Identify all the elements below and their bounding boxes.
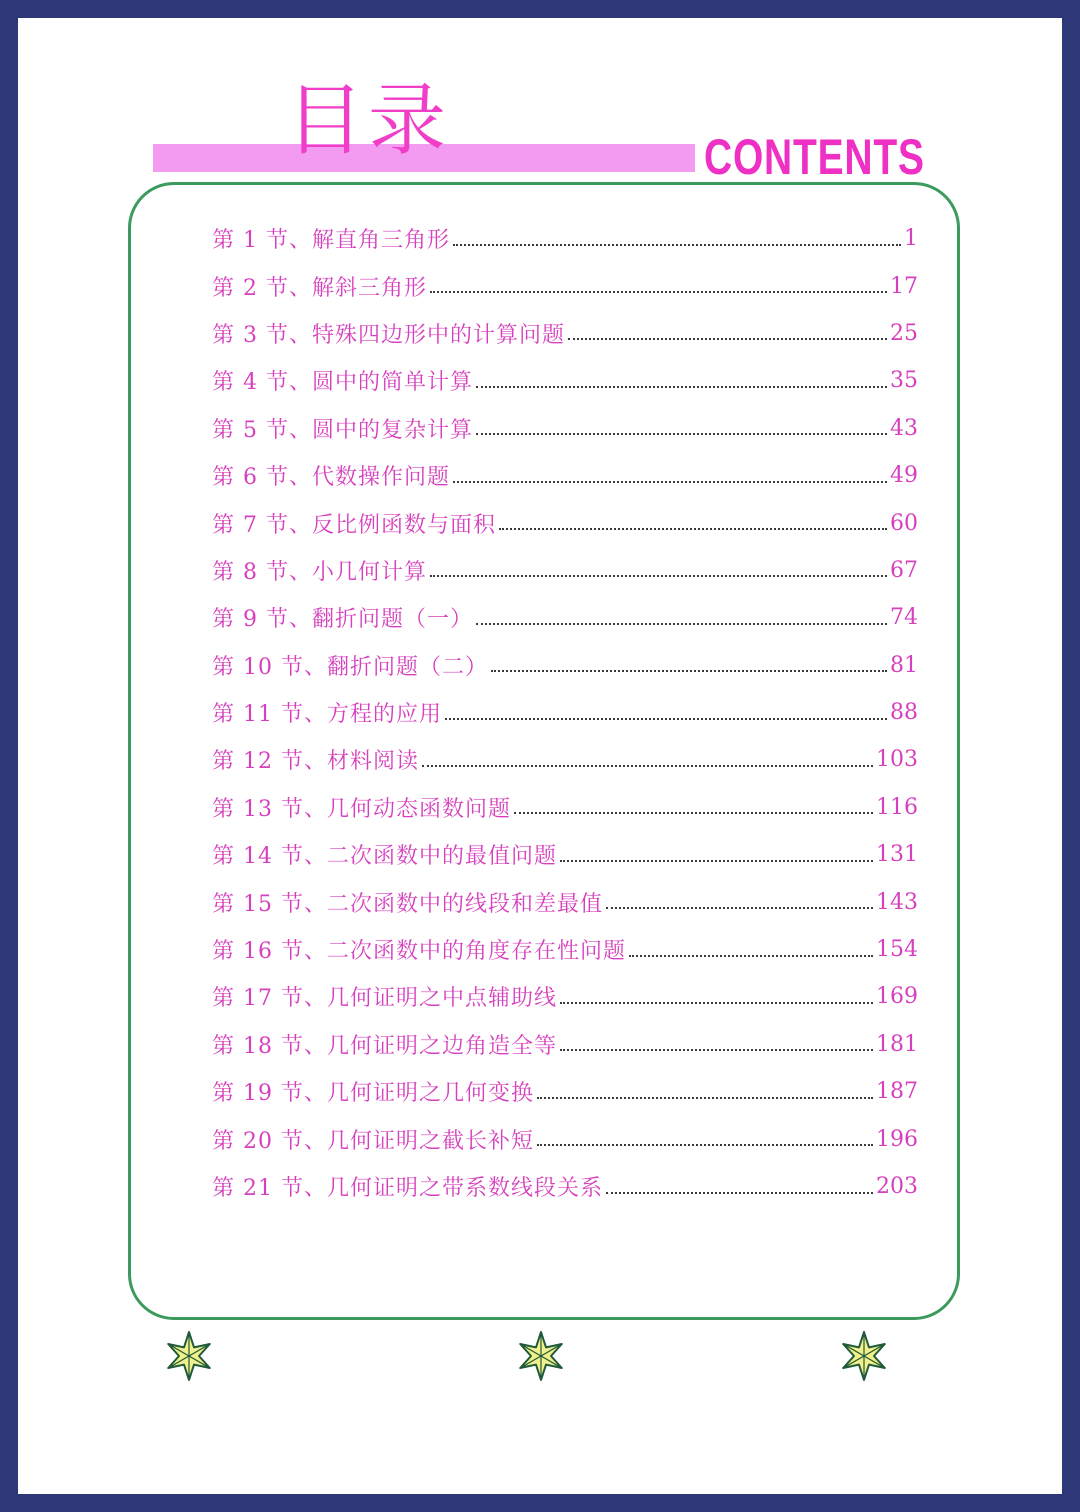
toc-entry-label: 第 8 节、小几何计算	[212, 559, 427, 585]
toc-entry-label: 第 4 节、圆中的简单计算	[212, 370, 473, 396]
toc-entry-page-number: 116	[876, 794, 918, 820]
toc-entry[interactable]	[212, 736, 918, 783]
toc-entry-page-number: 154	[876, 937, 918, 963]
dot-leader	[422, 765, 873, 767]
dot-leader	[453, 481, 887, 483]
dot-leader	[606, 1192, 873, 1194]
toc-entry-page-number: 169	[876, 984, 918, 1010]
toc-entry-page-number: 103	[876, 747, 918, 773]
toc-entry-page-number: 67	[890, 557, 918, 583]
star-icon	[163, 1330, 215, 1382]
toc-entry-page-number: 17	[890, 273, 918, 299]
toc-entry-label: 第 15 节、二次函数中的线段和差最值	[212, 891, 603, 917]
dot-leader	[445, 718, 887, 720]
toc-entry-label: 第 19 节、几何证明之几何变换	[212, 1081, 534, 1107]
toc-entry-page-number: 131	[876, 842, 918, 868]
toc-entry-page-number: 143	[876, 889, 918, 915]
toc-entry-label: 第 16 节、二次函数中的角度存在性问题	[212, 939, 626, 965]
toc-entry[interactable]	[212, 1163, 918, 1210]
toc-entry-page-number: 81	[890, 652, 918, 678]
dot-leader	[430, 291, 887, 293]
toc-entry[interactable]	[212, 310, 918, 357]
toc-entry-label: 第 13 节、几何动态函数问题	[212, 796, 511, 822]
dot-leader	[606, 907, 873, 909]
dot-leader	[514, 812, 873, 814]
toc-entry-label: 第 2 节、解斜三角形	[212, 275, 427, 301]
dot-leader	[476, 386, 887, 388]
toc-entry[interactable]	[212, 594, 918, 641]
toc-entry-page-number: 181	[876, 1031, 918, 1057]
toc-entry[interactable]	[212, 1068, 918, 1115]
toc-entry-page-number: 203	[876, 1174, 918, 1199]
toc-entry[interactable]	[212, 215, 918, 262]
toc-entry[interactable]	[212, 452, 918, 499]
dot-leader	[491, 670, 887, 672]
toc-entry[interactable]	[212, 499, 918, 546]
toc-entry[interactable]	[212, 784, 918, 831]
dot-leader	[537, 1144, 873, 1146]
toc-entry-page-number: 187	[876, 1079, 918, 1105]
toc-entry-label: 第 21 节、几何证明之带系数线段关系	[212, 1176, 603, 1201]
star-icon	[515, 1330, 567, 1382]
dot-leader	[560, 860, 873, 862]
toc-entry-label: 第 1 节、解直角三角形	[212, 228, 450, 254]
toc-entry[interactable]	[212, 878, 918, 925]
document-page	[18, 18, 1062, 1494]
dot-leader	[499, 528, 887, 530]
table-of-contents	[212, 215, 918, 1210]
toc-entry[interactable]	[212, 547, 918, 594]
toc-entry-label: 第 3 节、特殊四边形中的计算问题	[212, 322, 565, 348]
toc-entry-label: 第 11 节、方程的应用	[212, 702, 442, 728]
toc-entry[interactable]	[212, 689, 918, 736]
dot-leader	[476, 433, 887, 435]
toc-entry[interactable]	[212, 357, 918, 404]
dot-leader	[430, 575, 887, 577]
toc-entry[interactable]	[212, 1021, 918, 1068]
toc-entry-label: 第 20 节、几何证明之截长补短	[212, 1128, 534, 1154]
dot-leader	[476, 623, 887, 625]
toc-entry-page-number: 25	[890, 320, 918, 346]
toc-entry[interactable]	[212, 1115, 918, 1162]
toc-entry-page-number: 43	[890, 415, 918, 441]
toc-entry[interactable]	[212, 642, 918, 689]
toc-entry[interactable]	[212, 831, 918, 878]
toc-entry-page-number: 35	[890, 368, 918, 394]
dot-leader	[629, 955, 873, 957]
toc-entry-label: 第 17 节、几何证明之中点辅助线	[212, 986, 557, 1012]
toc-entry-page-number: 1	[904, 226, 918, 252]
page-title: 目录	[286, 76, 451, 166]
star-icon	[838, 1330, 890, 1382]
toc-entry-label: 第 5 节、圆中的复杂计算	[212, 417, 473, 443]
toc-entry-label: 第 9 节、翻折问题（一）	[212, 607, 473, 633]
toc-entry-label: 第 7 节、反比例函数与面积	[212, 512, 496, 538]
toc-entry-label: 第 18 节、几何证明之边角造全等	[212, 1033, 557, 1059]
toc-entry-label: 第 6 节、代数操作问题	[212, 465, 450, 491]
toc-entry-page-number: 74	[890, 605, 918, 631]
toc-entry-label: 第 10 节、翻折问题（二）	[212, 654, 488, 680]
dot-leader	[537, 1097, 873, 1099]
toc-entry[interactable]	[212, 405, 918, 452]
toc-entry-page-number: 196	[876, 1126, 918, 1152]
dot-leader	[560, 1002, 873, 1004]
toc-entry-page-number: 49	[890, 463, 918, 489]
toc-entry-label: 第 14 节、二次函数中的最值问题	[212, 844, 557, 870]
dot-leader	[560, 1049, 873, 1051]
toc-entry[interactable]	[212, 926, 918, 973]
toc-entry[interactable]	[212, 973, 918, 1020]
toc-entry-page-number: 60	[890, 510, 918, 536]
dot-leader	[568, 338, 887, 340]
dot-leader	[453, 244, 901, 246]
toc-entry-label: 第 12 节、材料阅读	[212, 749, 419, 775]
toc-entry[interactable]	[212, 262, 918, 309]
toc-entry-page-number: 88	[890, 700, 918, 726]
page-title-english: CONTENTS	[704, 129, 925, 185]
